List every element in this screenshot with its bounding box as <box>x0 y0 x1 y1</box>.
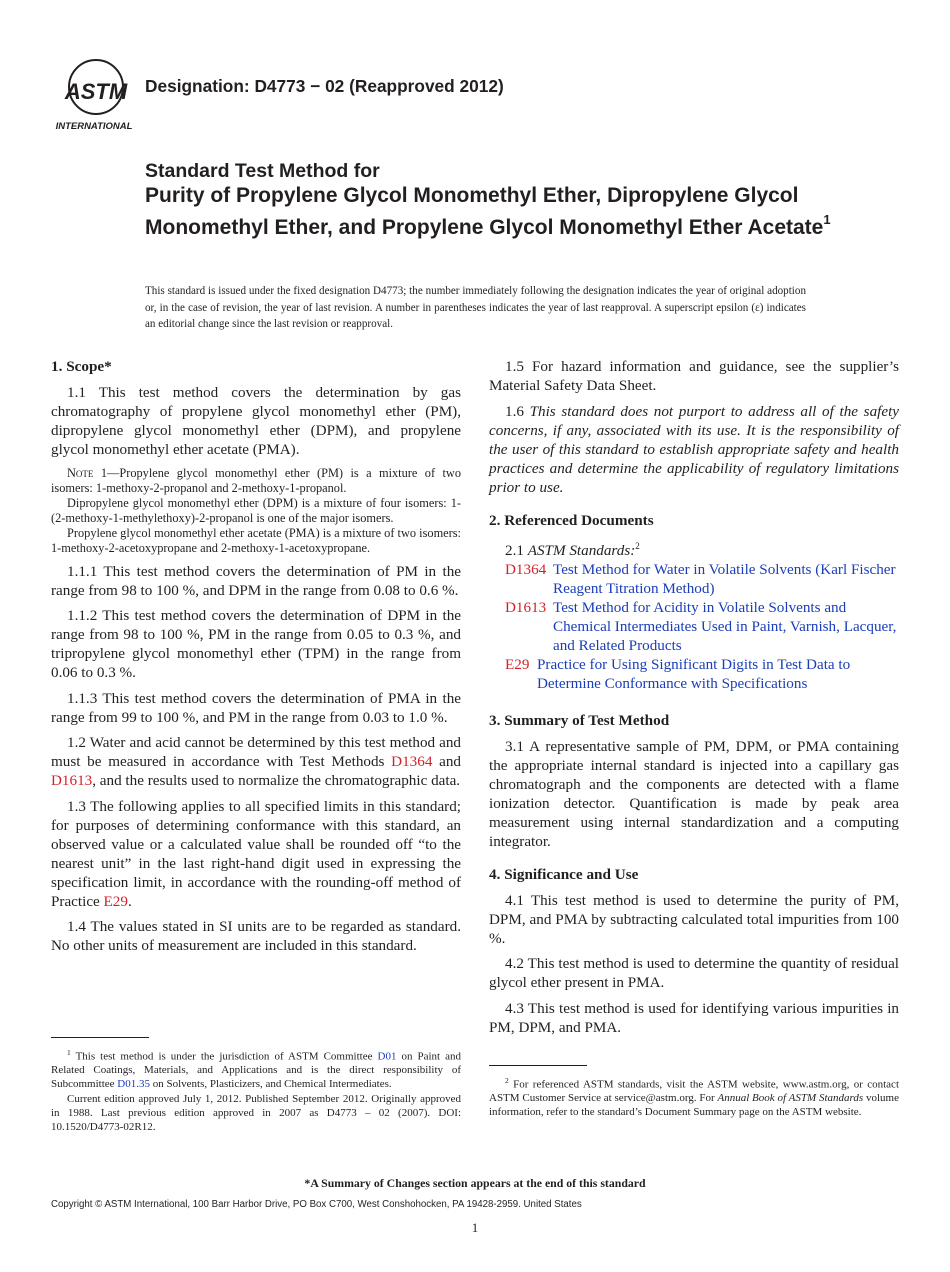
footnote-1-text-b: on Paint and Related Coatings, Materials, and Applications and is the direct responsibility of Subcommittee <box>51 1050 461 1091</box>
title-line1: Standard Test Method for <box>145 160 380 182</box>
refdocs-heading: 2. Referenced Documents <box>489 511 654 529</box>
significance-heading: 4. Significance and Use <box>489 865 639 883</box>
para-1-5: 1.5 For hazard information and guidance, see the supplier’s Material Safety Data Sheet. <box>489 358 899 394</box>
note-1-text-c: Propylene glycol monomethyl ether acetate (PMA) is a mixture of two isomers: 1-methoxy-2-acetoxypropane and 2-methoxy-1-acetoxypropane. <box>51 525 461 555</box>
title-main <box>145 183 865 241</box>
para-1-6 <box>489 402 899 497</box>
reference-code[interactable]: E29 <box>505 655 530 673</box>
logo-international: INTERNATIONAL <box>55 121 133 132</box>
note-1-text-a: —Propylene glycol monomethyl ether (PM) is a mixture of two isomers: 1-methoxy-2-propanol and 2-methoxy-1-propanol. <box>51 465 461 495</box>
para-1-1-3: 1.1.3 This test method covers the determination of PMA in the range from 99 to 100 %, and PM in the range from 0.03 to 1.0 %. <box>51 689 461 726</box>
summary-heading: 3. Summary of Test Method <box>489 711 670 729</box>
footnote-2-text <box>489 1074 899 1120</box>
para-1-2 <box>51 733 461 790</box>
para-4-3: 4.3 This test method is used for identifying various impurities in PM, DPM, and PMA. <box>489 999 899 1036</box>
note-1-label: Note 1 <box>67 465 107 480</box>
para-1-1: 1.1 This test method covers the determination by gas chromatography of propylene glycol monomethyl ether (PM), dipropylene glycol monomethyl ether (DPM), and propylene glycol monomethyl ether acetate (PMA). <box>51 384 461 458</box>
footnote-2-mark: 2 <box>505 1076 509 1085</box>
footnote-1-text-c: on Solvents, Plasticizers, and Chemical Intermediates. <box>150 1078 392 1091</box>
footnote-1-edition: Current edition approved July 1, 2012. Published September 2012. Originally approved in 1988. Last previous edition approved in 2007 as D4773 – 02 (2007). DOI: 10.1520/D4773-02R12. <box>51 1093 461 1133</box>
para-3-1: 3.1 A representative sample of PM, DPM, or PMA containing the appropriate internal standard is injected into a capillary gas chromatograph and the components are detected with a flame ionization detector. Quantification is made by peak area measurement using internal standardization and a computing integrator. <box>489 737 899 850</box>
footnote-1-mark: 1 <box>67 1048 71 1057</box>
link-d01[interactable]: D01 <box>377 1050 397 1063</box>
para-1-6-number: 1.6 <box>505 402 530 420</box>
footnote-2-italic: Annual Book of ASTM Standards <box>717 1092 864 1105</box>
footnote-rule-right <box>489 1065 587 1066</box>
reference-item[interactable] <box>489 655 899 693</box>
reference-item[interactable] <box>489 598 899 655</box>
link-d01-35[interactable]: D01.35 <box>117 1078 150 1091</box>
reference-code[interactable]: D1613 <box>505 598 547 616</box>
footnote-1-text-a: This test method is under the jurisdiction of ASTM Committee <box>70 1050 378 1063</box>
para-1-3-text-a: 1.3 The following applies to all specified limits in this standard; for purposes of determining conformance with this standard, an observed value or a calculated value shall be rounded off “to the nearest unit” in the last right-hand digit used in expressing the specification limit, in accordance with the rounding-off method of Practice <box>51 797 461 910</box>
note-1-text-b: Dipropylene glycol monomethyl ether (DPM) is a mixture of four isomers: 1-(2-methoxy-1-methylethoxy)-2-propanol is one of the major isomers. <box>51 495 461 525</box>
scope-heading: 1. Scope* <box>51 358 112 375</box>
footnote-2 <box>489 1074 899 1121</box>
para-2-1-footnote-mark: 2 <box>635 540 640 551</box>
title-footnote-mark: 1 <box>823 212 831 227</box>
para-1-3 <box>51 797 461 911</box>
para-1-2-text-b: and <box>432 753 461 770</box>
link-d1364[interactable]: D1364 <box>391 753 433 770</box>
para-1-2-text-c: , and the results used to normalize the chromatographic data. <box>92 772 461 789</box>
para-4-1: 4.1 This test method is used to determine the purity of PM, DPM, and PMA by subtracting calculated total impurities from 100 %. <box>489 891 899 947</box>
link-d1613[interactable]: D1613 <box>51 772 93 789</box>
right-column <box>489 357 899 1043</box>
para-1-4: 1.4 The values stated in SI units are to be regarded as standard. No other units of measurement are included in this standard. <box>51 918 461 954</box>
logo-wordmark: ASTM <box>64 79 128 104</box>
astm-logo-graphic <box>52 57 136 133</box>
astm-logo <box>52 57 136 133</box>
footnote-1 <box>51 1046 461 1135</box>
para-1-1-1: 1.1.1 This test method covers the determination of PM in the range from 98 to 100 %, and DPM in the range from 0.08 to 0.6 %. <box>51 562 461 599</box>
reference-code[interactable]: D1364 <box>505 560 547 578</box>
para-4-2: 4.2 This test method is used to determine the quantity of residual glycol ether present in PMA. <box>489 955 899 992</box>
designation: Designation: D4773 − 02 (Reapproved 2012) <box>145 76 504 96</box>
footnote-rule-left <box>51 1037 149 1038</box>
para-1-2-text-a: 1.2 Water and acid cannot be determined by this test method and must be measured in accordance with Test Methods <box>51 734 461 770</box>
note-1 <box>51 466 461 556</box>
footnote-2-text-b: volume information, refer to the standard’s Document Summary page on the ASTM website. <box>489 1092 899 1119</box>
intro-statement: This standard is issued under the fixed designation D4773; the number immediately following the designation indicates the year of original adoption or, in the case of revision, the year of last revision. A number in parentheses indicates the year of last reapproval. A superscript epsilon (ε) indicates an editorial change since the last revision or reapproval. <box>145 285 806 330</box>
reference-title[interactable]: Test Method for Acidity in Volatile Solvents and Chemical Intermediates Used in Paint, Varnish, Lacquer, and Related Products <box>553 598 897 654</box>
para-1-3-text-b: . <box>127 892 132 910</box>
footnote-2-text-a: For referenced ASTM standards, visit the ASTM website, www.astm.org, or contact ASTM Customer Service at service@astm.org. For <box>489 1078 899 1105</box>
reference-item[interactable] <box>489 560 899 598</box>
page-number: 1 <box>471 1220 479 1235</box>
summary-of-changes-note: *A Summary of Changes section appears at the end of this standard <box>304 1176 646 1190</box>
footnote-1-jurisdiction <box>51 1046 461 1092</box>
para-2-1-number: 2.1 <box>505 541 528 559</box>
para-2-1 <box>489 537 899 560</box>
para-1-6-text: This standard does not purport to address all of the safety concerns, if any, associated with its use. It is the responsibility of the user of this standard to establish appropriate safety and health practices and determine the applicability of regulatory limitations prior to use. <box>489 402 899 496</box>
copyright: Copyright © ASTM International, 100 Barr Harbor Drive, PO Box C700, West Conshohocken, PA 19428-2959. United States <box>51 1199 582 1210</box>
para-2-1-text: ASTM Standards: <box>527 541 636 559</box>
title-block <box>145 160 865 241</box>
left-column <box>51 357 461 962</box>
title-text: Purity of Propylene Glycol Monomethyl Ether, Dipropylene Glycol Monomethyl Ether, and Propylene Glycol Monomethyl Ether Acetate <box>145 184 824 239</box>
reference-list <box>489 560 899 693</box>
reference-title[interactable]: Test Method for Water in Volatile Solvents (Karl Fischer Reagent Titration Method) <box>553 560 896 597</box>
para-1-1-2: 1.1.2 This test method covers the determination of DPM in the range from 98 to 100 %, PM in the range from 0.05 to 0.3 %, and tripropylene glycol monomethyl ether (TPM) in the range from 0.06 to 0.3 %. <box>51 607 461 681</box>
link-e29[interactable]: E29 <box>103 892 128 910</box>
reference-title[interactable]: Practice for Using Significant Digits in Test Data to Determine Conformance with Specifications <box>537 655 851 692</box>
